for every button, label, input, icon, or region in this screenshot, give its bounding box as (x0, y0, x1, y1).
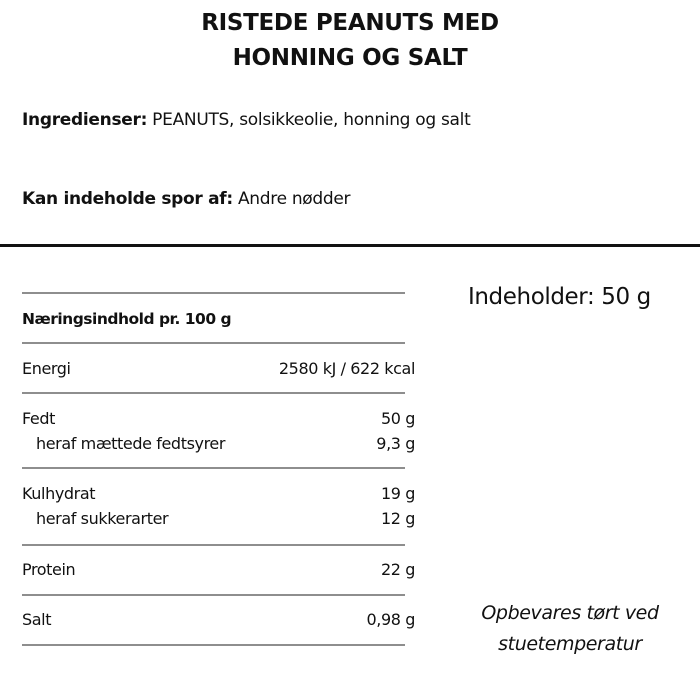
table-rule (22, 342, 405, 344)
row-label: Fedt (22, 409, 56, 428)
row-value: 19 g (380, 484, 415, 503)
row-value: 22 g (380, 560, 415, 579)
row-value: 0,98 g (366, 610, 415, 629)
storage-instructions (440, 598, 700, 660)
allergens-line (22, 189, 350, 209)
section-divider (0, 244, 700, 247)
table-rule (22, 392, 405, 394)
table-rule (22, 467, 405, 469)
row-label: Energi (22, 359, 71, 378)
table-rule (22, 292, 405, 294)
table-rule (22, 544, 405, 546)
product-title (0, 6, 700, 76)
row-label: heraf mættede fedtsyrer (36, 434, 226, 453)
storage-line-1: Opbevares tørt ved (481, 602, 659, 624)
table-rule (22, 594, 405, 596)
row-value: 50 g (380, 409, 415, 428)
row-label: Salt (22, 610, 52, 629)
product-title-line-1: RISTEDE PEANUTS MED (201, 10, 499, 36)
row-value: 2580 kJ / 622 kcal (278, 359, 415, 378)
storage-line-2: stuetemperatur (498, 633, 642, 655)
row-value: 9,3 g (376, 434, 415, 453)
net-contents: Indeholder: 50 g (468, 284, 651, 310)
ingredients-label: Ingredienser: (22, 110, 148, 130)
ingredients-line (22, 110, 470, 130)
ingredients-value: PEANUTS, solsikkeolie, honning og salt (147, 110, 471, 130)
allergens-value: Andre nødder (232, 189, 351, 209)
row-label: heraf sukkerarter (36, 509, 169, 528)
nutrition-header: Næringsindhold pr. 100 g (22, 310, 232, 328)
product-title-line-2: HONNING OG SALT (232, 45, 468, 71)
row-label: Kulhydrat (22, 484, 96, 503)
table-rule (22, 644, 405, 646)
row-label: Protein (22, 560, 76, 579)
row-value: 12 g (380, 509, 415, 528)
allergens-label: Kan indeholde spor af: (22, 189, 233, 209)
